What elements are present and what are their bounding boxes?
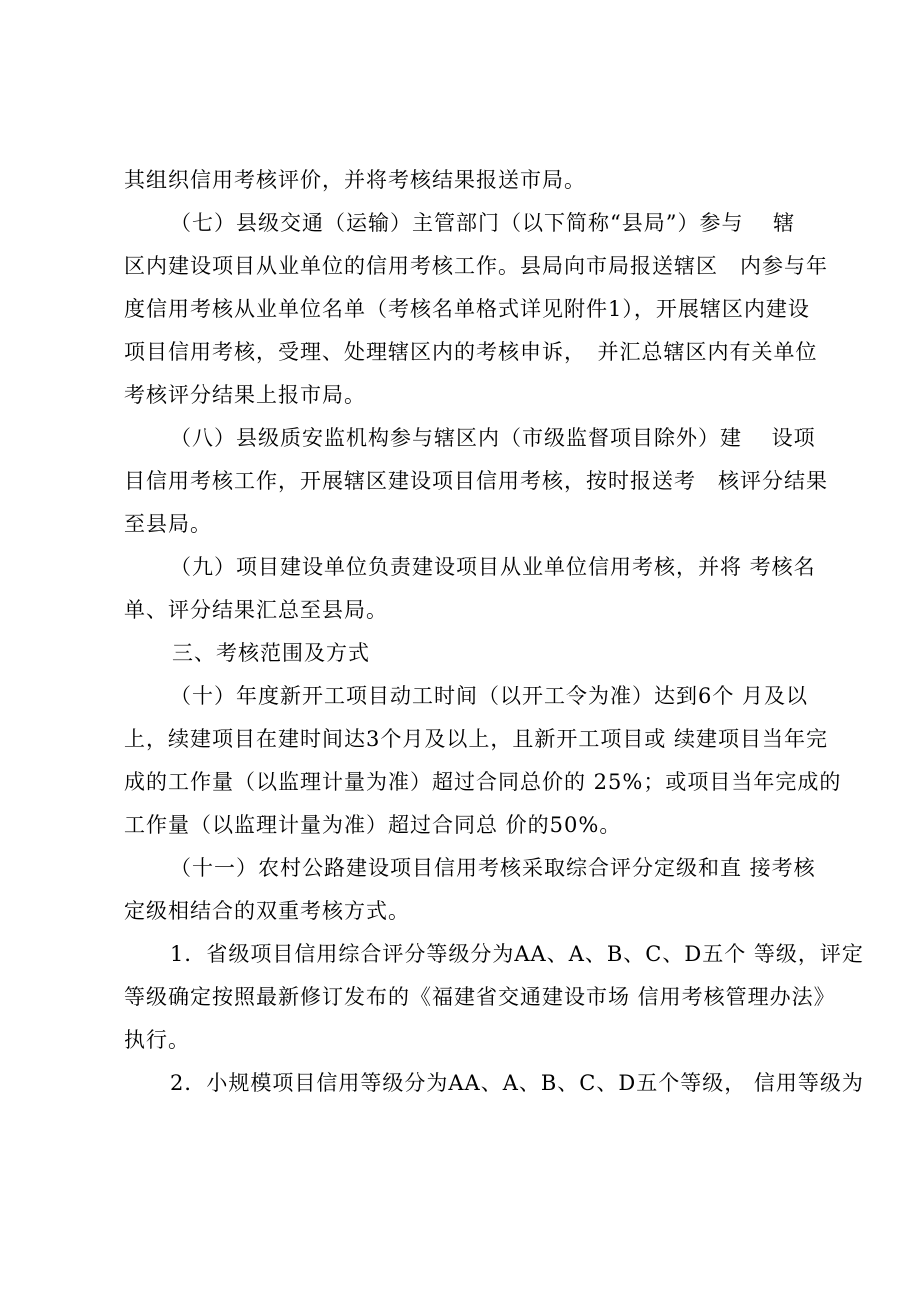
- text-line-5: 项目信用考核，受理、处理辖区内的考核申诉， 并汇总辖区内有关单位: [124, 340, 818, 364]
- text-line-13: （十）年度新开工项目动工时间（以开工令为准）达到6个 月及以: [170, 684, 809, 708]
- text-line-7: （八）县级质安监机构参与辖区内（市级监督项目除外）建 设项: [170, 426, 816, 450]
- text-line-19: 1．省级项目信用综合评分等级分为AA、A、B、C、D五个 等级，评定: [170, 942, 864, 966]
- text-line-10: （九）项目建设单位负责建设项目从业单位信用考核，并将 考核名: [170, 555, 816, 579]
- text-line-4: 度信用考核从业单位名单（考核名单格式详见附件1），开展辖区内建设: [124, 297, 810, 321]
- text-line-16: 工作量（以监理计量为准）超过合同总 价的50%。: [124, 813, 622, 837]
- text-line-21: 执行。: [124, 1028, 190, 1052]
- text-line-3: 区内建设项目从业单位的信用考核工作。县局向市局报送辖区 内参与年: [124, 254, 828, 278]
- text-line-14: 上，续建项目在建时间达3个月及以上，且新开工项目或 续建项目当年完: [124, 727, 829, 751]
- text-line-17: （十一）农村公路建设项目信用考核采取综合评分定级和直 接考核: [170, 856, 816, 880]
- text-line-6: 考核评分结果上报市局。: [124, 383, 366, 407]
- section-heading: 三、考核范围及方式: [172, 641, 370, 665]
- text-line-18: 定级相结合的双重考核方式。: [124, 899, 410, 923]
- text-line-2: （七）县级交通（运输）主管部门（以下简称“县局”）参与 辖: [170, 211, 796, 235]
- text-line-8: 目信用考核工作，开展辖区建设项目信用考核，按时报送考 核评分结果: [124, 469, 828, 493]
- text-line-11: 单、评分结果汇总至县局。: [124, 598, 388, 622]
- text-line-22: 2．小规模项目信用等级分为AA、A、B、C、D五个等级， 信用等级为: [170, 1071, 864, 1095]
- text-line-1: 其组织信用考核评价，并将考核结果报送市局。: [124, 168, 586, 192]
- text-line-20: 等级确定按照最新修订发布的《福建省交通建设市场 信用考核管理办法》: [124, 985, 836, 1009]
- text-line-15: 成的工作量（以监理计量为准）超过合同总价的 25%；或项目当年完成的: [124, 770, 842, 794]
- text-line-9: 至县局。: [124, 512, 212, 536]
